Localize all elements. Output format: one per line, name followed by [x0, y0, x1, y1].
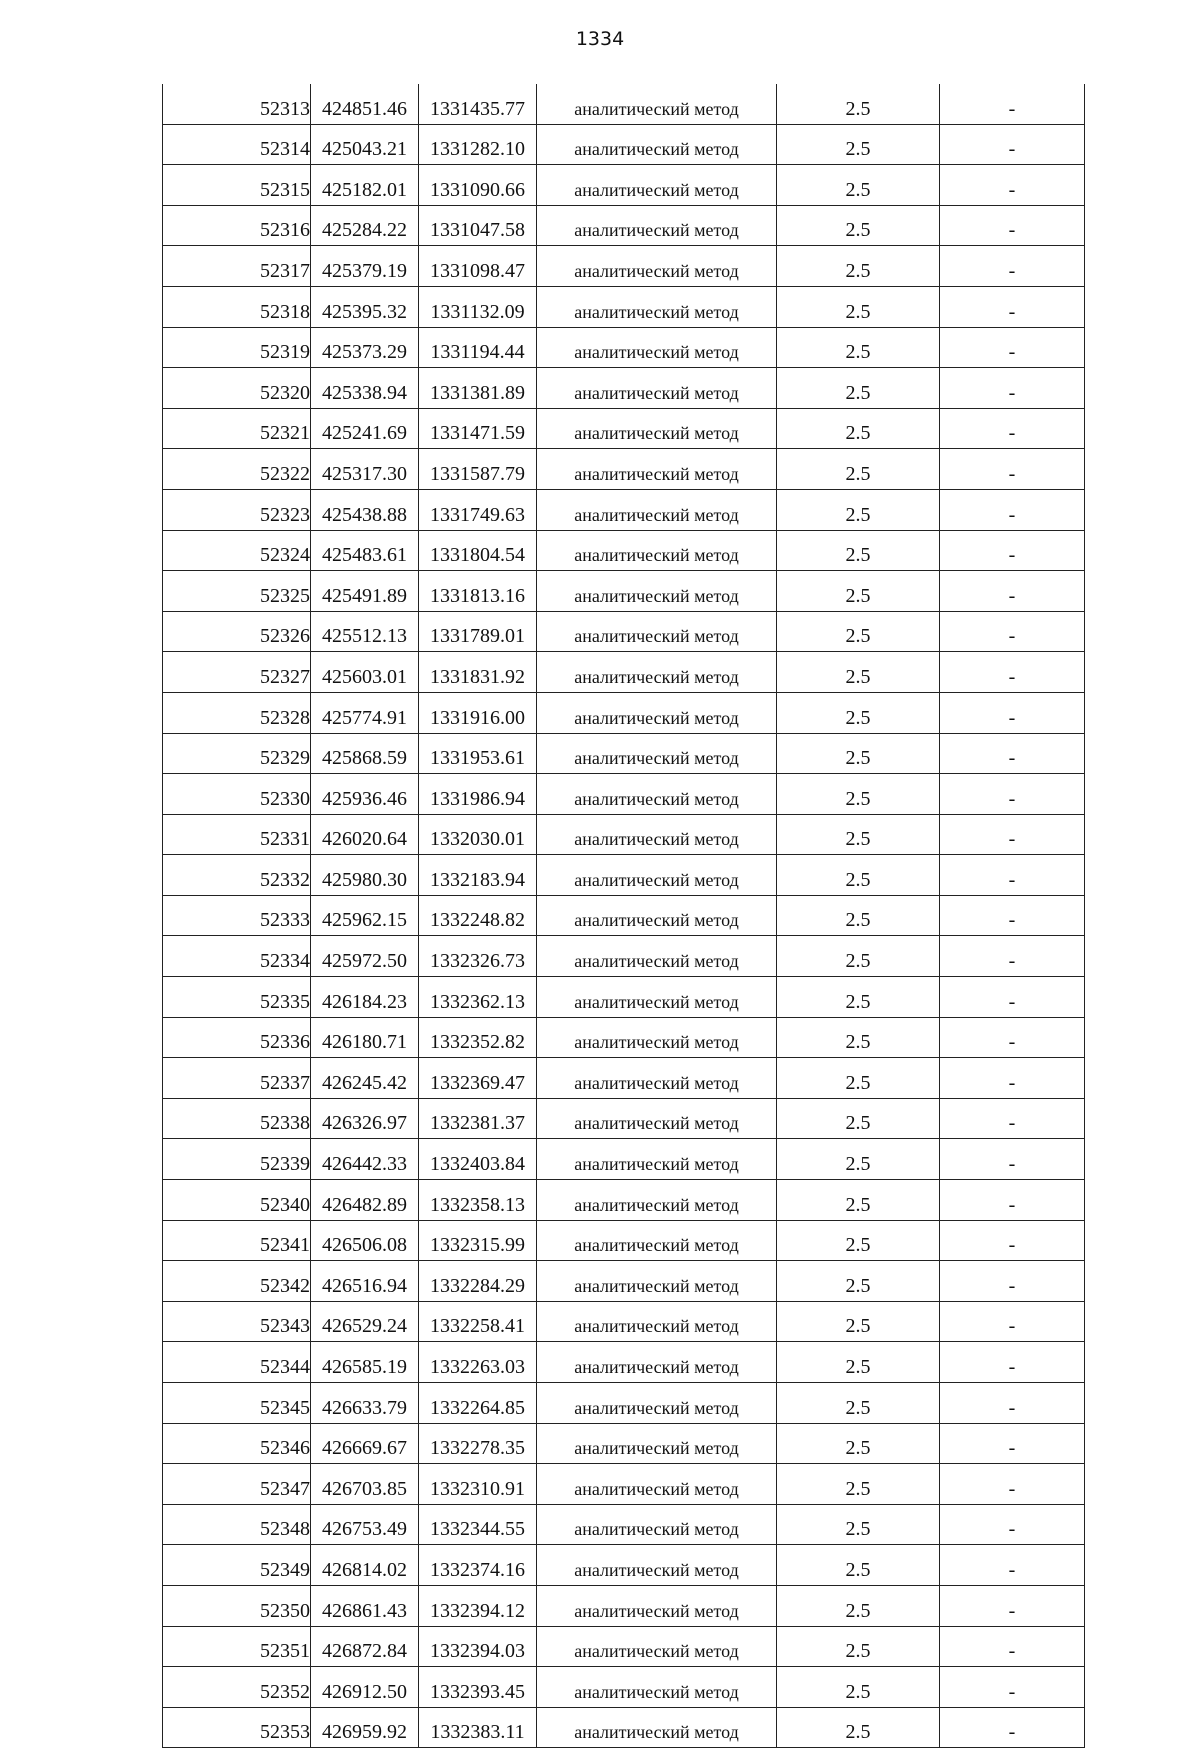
- x-coordinate-cell: 426326.97: [311, 1098, 419, 1139]
- point-number-cell: 52341: [163, 1220, 311, 1261]
- table-row: [163, 652, 1085, 693]
- note-cell: -: [940, 774, 1085, 815]
- error-cell: 2.5: [777, 1707, 940, 1748]
- method-cell: аналитический метод: [537, 1180, 777, 1221]
- y-coordinate-cell: 1332374.16: [419, 1545, 537, 1586]
- method-cell: аналитический метод: [537, 1301, 777, 1342]
- error-cell: 2.5: [777, 1545, 940, 1586]
- method-cell: аналитический метод: [537, 571, 777, 612]
- table-row: [163, 895, 1085, 936]
- point-number-cell: 52353: [163, 1707, 311, 1748]
- error-cell: 2.5: [777, 1342, 940, 1383]
- method-cell: аналитический метод: [537, 530, 777, 571]
- x-coordinate-cell: 426585.19: [311, 1342, 419, 1383]
- y-coordinate-cell: 1332362.13: [419, 977, 537, 1018]
- note-cell: -: [940, 1423, 1085, 1464]
- x-coordinate-cell: 426180.71: [311, 1017, 419, 1058]
- table-row: [163, 1301, 1085, 1342]
- table-row: [163, 165, 1085, 206]
- y-coordinate-cell: 1332381.37: [419, 1098, 537, 1139]
- point-number-cell: 52315: [163, 165, 311, 206]
- table-row: [163, 530, 1085, 571]
- note-cell: -: [940, 1220, 1085, 1261]
- point-number-cell: 52339: [163, 1139, 311, 1180]
- x-coordinate-cell: 425338.94: [311, 368, 419, 409]
- x-coordinate-cell: 426482.89: [311, 1180, 419, 1221]
- table-row: [163, 368, 1085, 409]
- table-row: [163, 1058, 1085, 1099]
- table-row: [163, 1626, 1085, 1667]
- x-coordinate-cell: 425241.69: [311, 408, 419, 449]
- table-row: [163, 1261, 1085, 1302]
- table-row: [163, 205, 1085, 246]
- note-cell: -: [940, 1464, 1085, 1505]
- y-coordinate-cell: 1332183.94: [419, 855, 537, 896]
- y-coordinate-cell: 1332352.82: [419, 1017, 537, 1058]
- x-coordinate-cell: 425980.30: [311, 855, 419, 896]
- x-coordinate-cell: 426703.85: [311, 1464, 419, 1505]
- note-cell: -: [940, 855, 1085, 896]
- point-number-cell: 52342: [163, 1261, 311, 1302]
- error-cell: 2.5: [777, 1301, 940, 1342]
- y-coordinate-cell: 1331587.79: [419, 449, 537, 490]
- point-number-cell: 52319: [163, 327, 311, 368]
- y-coordinate-cell: 1332344.55: [419, 1504, 537, 1545]
- note-cell: -: [940, 611, 1085, 652]
- error-cell: 2.5: [777, 1017, 940, 1058]
- table-row: [163, 774, 1085, 815]
- method-cell: аналитический метод: [537, 1504, 777, 1545]
- x-coordinate-cell: 425284.22: [311, 205, 419, 246]
- note-cell: -: [940, 1707, 1085, 1748]
- error-cell: 2.5: [777, 571, 940, 612]
- x-coordinate-cell: 425373.29: [311, 327, 419, 368]
- point-number-cell: 52338: [163, 1098, 311, 1139]
- table-row: [163, 936, 1085, 977]
- note-cell: -: [940, 814, 1085, 855]
- y-coordinate-cell: 1331047.58: [419, 205, 537, 246]
- note-cell: -: [940, 571, 1085, 612]
- note-cell: -: [940, 1017, 1085, 1058]
- error-cell: 2.5: [777, 652, 940, 693]
- y-coordinate-cell: 1332264.85: [419, 1383, 537, 1424]
- note-cell: -: [940, 1301, 1085, 1342]
- point-number-cell: 52316: [163, 205, 311, 246]
- table-row: [163, 1464, 1085, 1505]
- error-cell: 2.5: [777, 855, 940, 896]
- note-cell: -: [940, 936, 1085, 977]
- note-cell: -: [940, 286, 1085, 327]
- point-number-cell: 52320: [163, 368, 311, 409]
- error-cell: 2.5: [777, 286, 940, 327]
- point-number-cell: 52332: [163, 855, 311, 896]
- point-number-cell: 52349: [163, 1545, 311, 1586]
- table-row: [163, 977, 1085, 1018]
- y-coordinate-cell: 1332369.47: [419, 1058, 537, 1099]
- x-coordinate-cell: 425317.30: [311, 449, 419, 490]
- method-cell: аналитический метод: [537, 1545, 777, 1586]
- table-row: [163, 733, 1085, 774]
- x-coordinate-cell: 425603.01: [311, 652, 419, 693]
- table-row: [163, 855, 1085, 896]
- x-coordinate-cell: 426506.08: [311, 1220, 419, 1261]
- table-row: [163, 489, 1085, 530]
- error-cell: 2.5: [777, 246, 940, 287]
- error-cell: 2.5: [777, 368, 940, 409]
- note-cell: -: [940, 327, 1085, 368]
- method-cell: аналитический метод: [537, 733, 777, 774]
- method-cell: аналитический метод: [537, 327, 777, 368]
- note-cell: -: [940, 692, 1085, 733]
- error-cell: 2.5: [777, 1464, 940, 1505]
- point-number-cell: 52352: [163, 1667, 311, 1708]
- point-number-cell: 52321: [163, 408, 311, 449]
- error-cell: 2.5: [777, 408, 940, 449]
- coordinates-table: [162, 84, 1085, 1748]
- x-coordinate-cell: 426814.02: [311, 1545, 419, 1586]
- table-row: [163, 1139, 1085, 1180]
- x-coordinate-cell: 425182.01: [311, 165, 419, 206]
- point-number-cell: 52344: [163, 1342, 311, 1383]
- point-number-cell: 52323: [163, 489, 311, 530]
- x-coordinate-cell: 425043.21: [311, 124, 419, 165]
- point-number-cell: 52314: [163, 124, 311, 165]
- note-cell: -: [940, 408, 1085, 449]
- error-cell: 2.5: [777, 1261, 940, 1302]
- error-cell: 2.5: [777, 1667, 940, 1708]
- point-number-cell: 52327: [163, 652, 311, 693]
- error-cell: 2.5: [777, 1180, 940, 1221]
- x-coordinate-cell: 426872.84: [311, 1626, 419, 1667]
- point-number-cell: 52317: [163, 246, 311, 287]
- note-cell: -: [940, 84, 1085, 124]
- table-row: [163, 1180, 1085, 1221]
- error-cell: 2.5: [777, 327, 940, 368]
- method-cell: аналитический метод: [537, 286, 777, 327]
- method-cell: аналитический метод: [537, 611, 777, 652]
- table-row: [163, 1585, 1085, 1626]
- method-cell: аналитический метод: [537, 368, 777, 409]
- point-number-cell: 52313: [163, 84, 311, 124]
- y-coordinate-cell: 1331471.59: [419, 408, 537, 449]
- x-coordinate-cell: 425395.32: [311, 286, 419, 327]
- error-cell: 2.5: [777, 1585, 940, 1626]
- error-cell: 2.5: [777, 165, 940, 206]
- x-coordinate-cell: 426912.50: [311, 1667, 419, 1708]
- point-number-cell: 52334: [163, 936, 311, 977]
- note-cell: -: [940, 1261, 1085, 1302]
- error-cell: 2.5: [777, 733, 940, 774]
- y-coordinate-cell: 1332284.29: [419, 1261, 537, 1302]
- table-row: [163, 611, 1085, 652]
- method-cell: аналитический метод: [537, 1017, 777, 1058]
- method-cell: аналитический метод: [537, 1707, 777, 1748]
- method-cell: аналитический метод: [537, 1423, 777, 1464]
- error-cell: 2.5: [777, 611, 940, 652]
- point-number-cell: 52322: [163, 449, 311, 490]
- note-cell: -: [940, 652, 1085, 693]
- y-coordinate-cell: 1331282.10: [419, 124, 537, 165]
- x-coordinate-cell: 425483.61: [311, 530, 419, 571]
- y-coordinate-cell: 1331132.09: [419, 286, 537, 327]
- y-coordinate-cell: 1332358.13: [419, 1180, 537, 1221]
- method-cell: аналитический метод: [537, 855, 777, 896]
- method-cell: аналитический метод: [537, 1139, 777, 1180]
- table-row: [163, 1098, 1085, 1139]
- table-row: [163, 286, 1085, 327]
- point-number-cell: 52346: [163, 1423, 311, 1464]
- note-cell: -: [940, 1585, 1085, 1626]
- point-number-cell: 52333: [163, 895, 311, 936]
- method-cell: аналитический метод: [537, 408, 777, 449]
- method-cell: аналитический метод: [537, 652, 777, 693]
- error-cell: 2.5: [777, 205, 940, 246]
- x-coordinate-cell: 426959.92: [311, 1707, 419, 1748]
- x-coordinate-cell: 425774.91: [311, 692, 419, 733]
- method-cell: аналитический метод: [537, 1626, 777, 1667]
- point-number-cell: 52326: [163, 611, 311, 652]
- page-number: 1334: [575, 28, 625, 50]
- table-row: [163, 692, 1085, 733]
- table-row: [163, 449, 1085, 490]
- point-number-cell: 52340: [163, 1180, 311, 1221]
- method-cell: аналитический метод: [537, 774, 777, 815]
- method-cell: аналитический метод: [537, 1667, 777, 1708]
- x-coordinate-cell: 424851.46: [311, 84, 419, 124]
- point-number-cell: 52318: [163, 286, 311, 327]
- point-number-cell: 52331: [163, 814, 311, 855]
- note-cell: -: [940, 1545, 1085, 1586]
- note-cell: -: [940, 1180, 1085, 1221]
- table-row: [163, 1545, 1085, 1586]
- method-cell: аналитический метод: [537, 246, 777, 287]
- x-coordinate-cell: 425972.50: [311, 936, 419, 977]
- x-coordinate-cell: 425962.15: [311, 895, 419, 936]
- method-cell: аналитический метод: [537, 814, 777, 855]
- y-coordinate-cell: 1331813.16: [419, 571, 537, 612]
- point-number-cell: 52324: [163, 530, 311, 571]
- x-coordinate-cell: 425491.89: [311, 571, 419, 612]
- error-cell: 2.5: [777, 1098, 940, 1139]
- error-cell: 2.5: [777, 1220, 940, 1261]
- point-number-cell: 52343: [163, 1301, 311, 1342]
- table-row: [163, 571, 1085, 612]
- table-row: [163, 84, 1085, 124]
- x-coordinate-cell: 425936.46: [311, 774, 419, 815]
- point-number-cell: 52348: [163, 1504, 311, 1545]
- y-coordinate-cell: 1331953.61: [419, 733, 537, 774]
- table-row: [163, 1017, 1085, 1058]
- point-number-cell: 52330: [163, 774, 311, 815]
- x-coordinate-cell: 426020.64: [311, 814, 419, 855]
- error-cell: 2.5: [777, 895, 940, 936]
- y-coordinate-cell: 1331090.66: [419, 165, 537, 206]
- table-row: [163, 1383, 1085, 1424]
- table-row: [163, 1220, 1085, 1261]
- table-row: [163, 124, 1085, 165]
- error-cell: 2.5: [777, 449, 940, 490]
- error-cell: 2.5: [777, 1139, 940, 1180]
- method-cell: аналитический метод: [537, 165, 777, 206]
- y-coordinate-cell: 1331194.44: [419, 327, 537, 368]
- error-cell: 2.5: [777, 530, 940, 571]
- table-row: [163, 1342, 1085, 1383]
- y-coordinate-cell: 1331098.47: [419, 246, 537, 287]
- note-cell: -: [940, 895, 1085, 936]
- table-row: [163, 814, 1085, 855]
- note-cell: -: [940, 124, 1085, 165]
- note-cell: -: [940, 1626, 1085, 1667]
- y-coordinate-cell: 1332383.11: [419, 1707, 537, 1748]
- method-cell: аналитический метод: [537, 895, 777, 936]
- method-cell: аналитический метод: [537, 449, 777, 490]
- y-coordinate-cell: 1332278.35: [419, 1423, 537, 1464]
- error-cell: 2.5: [777, 692, 940, 733]
- method-cell: аналитический метод: [537, 489, 777, 530]
- coordinates-table-body: [163, 84, 1085, 1748]
- x-coordinate-cell: 426669.67: [311, 1423, 419, 1464]
- point-number-cell: 52329: [163, 733, 311, 774]
- note-cell: -: [940, 1139, 1085, 1180]
- x-coordinate-cell: 425868.59: [311, 733, 419, 774]
- note-cell: -: [940, 1342, 1085, 1383]
- method-cell: аналитический метод: [537, 1220, 777, 1261]
- table-row: [163, 327, 1085, 368]
- y-coordinate-cell: 1332326.73: [419, 936, 537, 977]
- y-coordinate-cell: 1331789.01: [419, 611, 537, 652]
- y-coordinate-cell: 1331916.00: [419, 692, 537, 733]
- error-cell: 2.5: [777, 977, 940, 1018]
- y-coordinate-cell: 1332403.84: [419, 1139, 537, 1180]
- y-coordinate-cell: 1332393.45: [419, 1667, 537, 1708]
- x-coordinate-cell: 426529.24: [311, 1301, 419, 1342]
- table-row: [163, 1667, 1085, 1708]
- method-cell: аналитический метод: [537, 1464, 777, 1505]
- table-row: [163, 408, 1085, 449]
- point-number-cell: 52325: [163, 571, 311, 612]
- y-coordinate-cell: 1331749.63: [419, 489, 537, 530]
- y-coordinate-cell: 1331986.94: [419, 774, 537, 815]
- error-cell: 2.5: [777, 1423, 940, 1464]
- point-number-cell: 52336: [163, 1017, 311, 1058]
- note-cell: -: [940, 489, 1085, 530]
- note-cell: -: [940, 1058, 1085, 1099]
- note-cell: -: [940, 449, 1085, 490]
- method-cell: аналитический метод: [537, 84, 777, 124]
- note-cell: -: [940, 1098, 1085, 1139]
- y-coordinate-cell: 1332315.99: [419, 1220, 537, 1261]
- error-cell: 2.5: [777, 1504, 940, 1545]
- note-cell: -: [940, 977, 1085, 1018]
- note-cell: -: [940, 368, 1085, 409]
- note-cell: -: [940, 1504, 1085, 1545]
- note-cell: -: [940, 1667, 1085, 1708]
- point-number-cell: 52328: [163, 692, 311, 733]
- x-coordinate-cell: 425512.13: [311, 611, 419, 652]
- note-cell: -: [940, 733, 1085, 774]
- error-cell: 2.5: [777, 489, 940, 530]
- y-coordinate-cell: 1331831.92: [419, 652, 537, 693]
- error-cell: 2.5: [777, 774, 940, 815]
- method-cell: аналитический метод: [537, 1585, 777, 1626]
- y-coordinate-cell: 1332258.41: [419, 1301, 537, 1342]
- y-coordinate-cell: 1332394.12: [419, 1585, 537, 1626]
- method-cell: аналитический метод: [537, 1098, 777, 1139]
- x-coordinate-cell: 426442.33: [311, 1139, 419, 1180]
- error-cell: 2.5: [777, 1383, 940, 1424]
- error-cell: 2.5: [777, 84, 940, 124]
- error-cell: 2.5: [777, 1058, 940, 1099]
- y-coordinate-cell: 1332310.91: [419, 1464, 537, 1505]
- note-cell: -: [940, 530, 1085, 571]
- y-coordinate-cell: 1332263.03: [419, 1342, 537, 1383]
- y-coordinate-cell: 1332394.03: [419, 1626, 537, 1667]
- error-cell: 2.5: [777, 814, 940, 855]
- y-coordinate-cell: 1332030.01: [419, 814, 537, 855]
- error-cell: 2.5: [777, 1626, 940, 1667]
- error-cell: 2.5: [777, 124, 940, 165]
- table-row: [163, 1504, 1085, 1545]
- point-number-cell: 52347: [163, 1464, 311, 1505]
- x-coordinate-cell: 426184.23: [311, 977, 419, 1018]
- method-cell: аналитический метод: [537, 936, 777, 977]
- x-coordinate-cell: 426861.43: [311, 1585, 419, 1626]
- point-number-cell: 52337: [163, 1058, 311, 1099]
- method-cell: аналитический метод: [537, 692, 777, 733]
- x-coordinate-cell: 426633.79: [311, 1383, 419, 1424]
- method-cell: аналитический метод: [537, 1261, 777, 1302]
- error-cell: 2.5: [777, 936, 940, 977]
- y-coordinate-cell: 1332248.82: [419, 895, 537, 936]
- method-cell: аналитический метод: [537, 1058, 777, 1099]
- x-coordinate-cell: 426245.42: [311, 1058, 419, 1099]
- x-coordinate-cell: 426516.94: [311, 1261, 419, 1302]
- x-coordinate-cell: 425438.88: [311, 489, 419, 530]
- method-cell: аналитический метод: [537, 1342, 777, 1383]
- table-row: [163, 1423, 1085, 1464]
- x-coordinate-cell: 426753.49: [311, 1504, 419, 1545]
- y-coordinate-cell: 1331804.54: [419, 530, 537, 571]
- y-coordinate-cell: 1331381.89: [419, 368, 537, 409]
- point-number-cell: 52351: [163, 1626, 311, 1667]
- point-number-cell: 52350: [163, 1585, 311, 1626]
- y-coordinate-cell: 1331435.77: [419, 84, 537, 124]
- point-number-cell: 52335: [163, 977, 311, 1018]
- note-cell: -: [940, 1383, 1085, 1424]
- table-row: [163, 246, 1085, 287]
- method-cell: аналитический метод: [537, 1383, 777, 1424]
- note-cell: -: [940, 205, 1085, 246]
- point-number-cell: 52345: [163, 1383, 311, 1424]
- method-cell: аналитический метод: [537, 977, 777, 1018]
- note-cell: -: [940, 246, 1085, 287]
- method-cell: аналитический метод: [537, 205, 777, 246]
- note-cell: -: [940, 165, 1085, 206]
- method-cell: аналитический метод: [537, 124, 777, 165]
- table-row: [163, 1707, 1085, 1748]
- x-coordinate-cell: 425379.19: [311, 246, 419, 287]
